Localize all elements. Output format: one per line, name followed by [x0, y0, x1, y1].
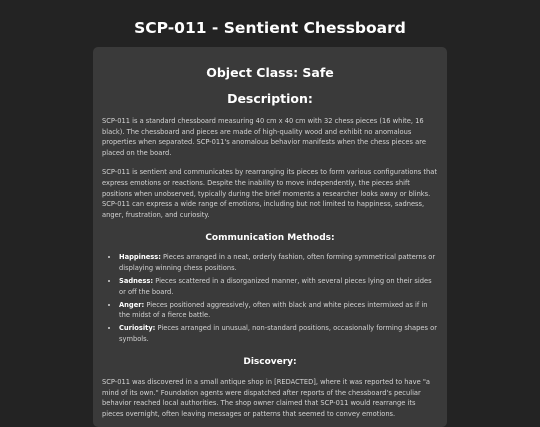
method-text: Pieces arranged in unusual, non-standard positions, occasionally forming shapes or symbols.: [119, 324, 437, 343]
discovery-paragraph: SCP-011 was discovered in a small antique shop in [REDACTED], where it was reported to have "a mind of its own." Foundation agents were dispatched after reports of the chessboard's peculiar behavior reached local authorities. The shop owner claimed that SCP-011 would rearrange its pieces overnight, often leaving messages or patterns that seemed to convey emotions.: [102, 378, 430, 419]
list-item-sadness: [119, 276, 438, 297]
list-item-anger: [119, 300, 438, 321]
description-heading: Description:: [227, 91, 313, 106]
method-term: Sadness:: [119, 276, 154, 285]
method-term: Curiosity:: [119, 324, 156, 333]
scp-article-card: [93, 47, 447, 427]
method-text: Pieces arranged in a neat, orderly fashion, often forming symmetrical patterns or displaying winning chess positions.: [119, 253, 436, 272]
method-term: Anger:: [119, 300, 145, 309]
method-term: Happiness:: [119, 253, 161, 262]
description-paragraph-1: SCP-011 is a standard chessboard measuring 40 cm x 40 cm with 32 chess pieces (16 white, 16 black). The chessboard and pieces are made of high-quality wood and exhibit no anomalous properties when separated. SCP-011's anomalous behavior manifests when the chess pieces are placed on the board.: [102, 117, 426, 157]
object-class-heading: Object Class: Safe: [206, 65, 334, 80]
page-title: SCP-011 - Sentient Chessboard: [134, 19, 406, 37]
discovery-heading: Discovery:: [243, 357, 297, 368]
communication-methods-heading: Communication Methods:: [205, 233, 335, 244]
method-text: Pieces positioned aggressively, often with black and white pieces intermixed as if in the midst of a fierce battle.: [119, 300, 428, 320]
method-text: Pieces scattered in a disorganized manner, with several pieces lying on their sides or off the board.: [119, 276, 432, 296]
communication-methods-list: [102, 252, 438, 344]
description-paragraph-2: SCP-011 is sentient and communicates by rearranging its pieces to form various configurations that express emotions or reactions. Despite the inability to move independently, the pieces shift positions when unobserved, typically during the brief moments a researcher looks away or blinks. SCP-011 can express a wide range of emotions, including but not limited to happiness, sadness, anger, frustration, and curiosity.: [102, 168, 437, 219]
list-item-curiosity: [119, 323, 438, 344]
list-item-happiness: [119, 252, 438, 273]
